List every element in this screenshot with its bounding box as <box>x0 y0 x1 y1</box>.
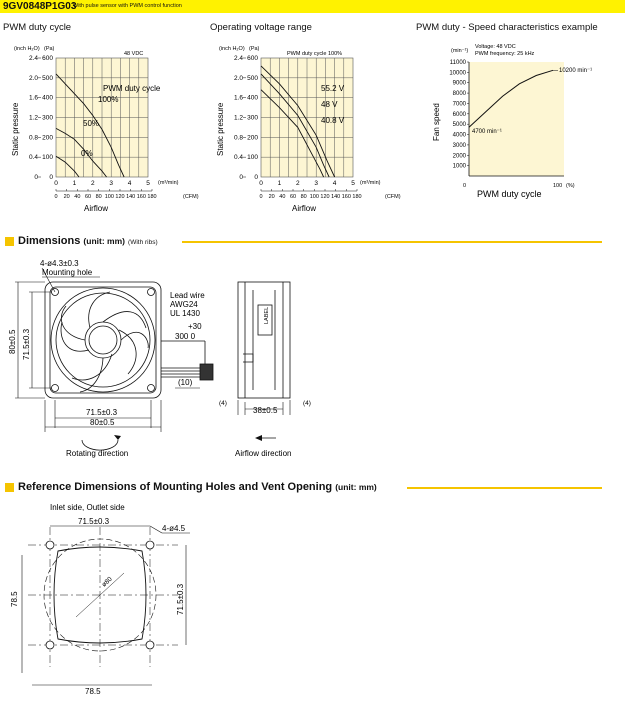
c2-xtick: 0 <box>259 180 263 187</box>
hole-label: 4-ø4.3±0.3 <box>40 259 79 268</box>
chart2-xticks-cfm <box>259 189 361 200</box>
chart2-xlabel: Airflow <box>292 204 317 213</box>
ref-hole-tr <box>146 541 154 549</box>
lead-length-top: +30 <box>188 322 202 331</box>
chart3-yticks <box>449 60 469 170</box>
c2-xtick: 2 <box>295 180 300 187</box>
chart2-yticks-inch <box>234 55 246 181</box>
c1-ytick-pa: 500 <box>42 74 53 82</box>
chart2-unit-m3: (m³/min) <box>360 180 381 186</box>
side-label-plate: LABEL <box>264 306 270 324</box>
c1-ytick-pa: 0 <box>49 174 53 181</box>
chart2-unit-cfm: (CFM) <box>385 194 401 200</box>
chart3-ytick: 11000 <box>449 60 466 66</box>
chart3-xtick-100: 100 <box>553 183 563 189</box>
model-subtitle: With pulse sensor with PWM control function <box>73 3 182 9</box>
dim-80-vertical: 80±0.5 <box>8 329 17 354</box>
mount-hole-tr <box>148 289 155 296</box>
mount-hole-br <box>148 385 155 392</box>
c1-xtick-cfm: 120 <box>115 194 125 200</box>
side-paren-4-left: (4) <box>219 400 227 407</box>
chart1-xticks <box>54 180 150 187</box>
chart3-svg <box>413 36 625 206</box>
chart1-svg <box>0 36 200 216</box>
chart1-yticks-inch <box>29 55 41 181</box>
chart3-ytick: 8000 <box>452 91 466 98</box>
c1-ytick-pa: 300 <box>42 114 53 122</box>
rotating-direction-label: Rotating direction <box>66 449 129 458</box>
ref-hole-br <box>146 641 154 649</box>
c2-ytick-pa: 300 <box>247 114 258 122</box>
airflow-arrowhead <box>255 435 262 441</box>
c2-xtick: 5 <box>351 180 355 187</box>
chart1-unit-inch: (inch H₂O) <box>14 46 40 52</box>
c1-xtick: 0 <box>54 180 58 187</box>
chart1-voltage: 48 VDC <box>124 51 144 57</box>
chart1-xticks-cfm <box>54 189 156 200</box>
lead-label-3: UL 1430 <box>170 309 200 318</box>
c1-xtick-cfm: 160 <box>136 194 146 200</box>
lead-label-2: AWG24 <box>170 300 198 309</box>
chart2-label-48: 48 V <box>321 100 338 109</box>
chart3-xlabel: PWM duty cycle <box>477 189 542 199</box>
chart2-title: Operating voltage range <box>210 22 312 33</box>
c2-xtick-cfm: 100 <box>309 194 319 200</box>
dim-80-horizontal: 80±0.5 <box>90 418 115 427</box>
reference-rule <box>407 487 602 489</box>
c2-xtick-cfm: 180 <box>352 194 362 200</box>
chart2-unit-inch: (inch H₂O) <box>219 46 245 52</box>
c2-ytick-inch: 0.8 <box>233 134 243 142</box>
chart3-ytick: 1000 <box>452 163 466 170</box>
c1-xtick-cfm: 60 <box>84 194 92 200</box>
c1-xtick: 1 <box>72 180 77 187</box>
c2-ytick-inch: 2.0 <box>233 74 243 82</box>
lead-wire <box>161 341 213 380</box>
side-paren-4-right: (4) <box>303 400 311 407</box>
c1-ytick-inch: 2.0 <box>28 74 38 82</box>
c2-ytick-pa: 500 <box>247 74 258 82</box>
dimensions-marker <box>5 237 14 246</box>
chart3-ytick: 5000 <box>452 122 466 129</box>
chart1-label-0: 0% <box>81 149 93 158</box>
c1-xtick: 5 <box>146 180 150 187</box>
dimensions-heading <box>18 235 158 247</box>
fan-front-view <box>45 282 161 398</box>
ref-hole-tl <box>46 541 54 549</box>
c2-xtick: 1 <box>277 180 282 187</box>
chart3-max-label: 10200 min⁻¹ <box>559 68 593 74</box>
chart1-label-100: 100% <box>98 95 119 104</box>
chart1-unit-pa: (Pa) <box>44 46 55 52</box>
chart1-label-pwm: PWM duty cycle <box>103 84 161 93</box>
c1-xtick-cfm: 20 <box>63 194 70 200</box>
chart1-xlabel: Airflow <box>84 204 109 213</box>
chart3-ytick: 4000 <box>452 132 466 139</box>
c2-ytick-inch: 2.4 <box>233 55 243 62</box>
dimensions-rule <box>182 241 602 243</box>
c2-ytick-pa: 200 <box>247 134 258 142</box>
c2-xtick-cfm: 140 <box>331 194 341 200</box>
chart2-label-552: 55.2 V <box>321 84 345 93</box>
rotation-arrowhead <box>114 435 121 440</box>
c2-xtick: 4 <box>332 180 337 187</box>
c2-xtick-cfm: 80 <box>300 194 307 200</box>
chart2-svg <box>205 36 410 216</box>
chart2-xticks <box>259 180 355 187</box>
chart3-ytick: 3000 <box>452 142 466 149</box>
c1-xtick-cfm: 180 <box>147 194 157 200</box>
chart1-yticks-pa <box>42 55 53 181</box>
c1-xtick-cfm: 100 <box>104 194 114 200</box>
c2-ytick-pa: 100 <box>247 154 258 162</box>
chart3-freq: PWM frequency: 25 kHz <box>475 51 535 57</box>
dim-715-vertical: 71.5±0.3 <box>22 328 31 360</box>
chart3-ytick: 10000 <box>449 70 466 77</box>
hole-label-2: Mounting hole <box>42 268 93 277</box>
chart1-ylabel: Static pressure <box>11 102 20 156</box>
chart1-grid <box>56 58 148 177</box>
c2-ytick-inch: 0.4 <box>233 154 243 162</box>
c2-xtick: 3 <box>314 180 319 187</box>
chart2-unit-pa: (Pa) <box>249 46 260 52</box>
side-dim-38: 38±0.5 <box>253 406 278 415</box>
c1-xtick-cfm: 0 <box>54 194 58 200</box>
chart1-unit-m3: (m³/min) <box>158 180 179 186</box>
chart2-label-408: 40.8 V <box>321 116 345 125</box>
c2-ytick-inch: 1.2 <box>233 114 243 122</box>
c1-ytick-inch: 1.6 <box>28 94 38 102</box>
reference-unit: (unit: mm) <box>335 482 377 492</box>
c2-xtick-cfm: 60 <box>289 194 297 200</box>
dimensions-title: Dimensions <box>18 235 81 247</box>
c1-xtick-cfm: 80 <box>95 194 102 200</box>
c1-ytick-inch: 0 <box>34 174 38 181</box>
ref-side-label: Inlet side, Outlet side <box>50 503 125 512</box>
chart3-ytick: 6000 <box>452 111 466 118</box>
c1-xtick-cfm: 40 <box>74 194 81 200</box>
c2-xtick-cfm: 20 <box>268 194 275 200</box>
c1-ytick-pa: 100 <box>42 154 53 162</box>
c1-xtick-cfm: 140 <box>126 194 136 200</box>
chart3-title: PWM duty - Speed characteristics example <box>416 22 598 33</box>
reference-marker <box>5 483 14 492</box>
lead-label-1: Lead wire <box>170 291 205 300</box>
ref-hole-bl <box>46 641 54 649</box>
chart1-unit-cfm: (CFM) <box>183 194 199 200</box>
chart3-plot-bg <box>469 62 564 176</box>
c1-ytick-pa: 200 <box>42 134 53 142</box>
c2-ytick-pa: 0 <box>254 174 258 181</box>
c2-xtick-cfm: 40 <box>279 194 286 200</box>
c1-ytick-inch: 0.8 <box>28 134 38 142</box>
ref-left-dim: 78.5 <box>10 591 19 607</box>
c1-ytick-inch: 2.4 <box>28 55 38 62</box>
dimensions-drawing <box>0 250 625 465</box>
chart1-title: PWM duty cycle <box>3 22 72 33</box>
c2-ytick-inch: 1.6 <box>233 94 243 102</box>
chart3-ytick: 9000 <box>452 80 466 87</box>
c2-ytick-pa: 600 <box>247 55 258 62</box>
ref-bottom-dim: 78.5 <box>85 687 101 696</box>
ref-top-dim: 71.5±0.3 <box>78 517 110 526</box>
chart3-xtick-0: 0 <box>463 183 467 189</box>
chart3-ylabel: Fan speed <box>432 103 441 141</box>
chart2-duty: PWM duty cycle 100% <box>287 51 343 57</box>
chart3-min-label: 4700 min⁻¹ <box>472 129 502 135</box>
chart2-yticks-pa <box>247 55 258 181</box>
c1-xtick: 3 <box>109 180 114 187</box>
chart3-ytick: 7000 <box>452 101 466 108</box>
chart3-unit: (min⁻¹) <box>451 48 469 54</box>
ref-right-dim: 71.5±0.3 <box>176 583 185 615</box>
chart3-xunit: (%) <box>566 183 575 189</box>
model-number: 9GV0848P1G03 <box>3 1 77 12</box>
dim-715-horizontal: 71.5±0.3 <box>86 408 118 417</box>
c1-ytick-inch: 1.2 <box>28 114 38 122</box>
lead-paren-10: (10) <box>178 378 193 387</box>
c1-xtick: 4 <box>127 180 132 187</box>
reference-drawing <box>0 495 240 713</box>
chart2-ylabel: Static pressure <box>216 102 225 156</box>
c1-xtick: 2 <box>90 180 95 187</box>
c2-ytick-pa: 400 <box>247 94 258 102</box>
c2-xtick-cfm: 120 <box>320 194 330 200</box>
c1-ytick-inch: 0.4 <box>28 154 38 162</box>
c1-ytick-pa: 400 <box>42 94 53 102</box>
ref-holes: 4-ø4.5 <box>162 524 186 533</box>
ref-diameter: ø80 <box>100 575 114 589</box>
reference-heading <box>18 481 377 493</box>
fan-side-view <box>238 282 290 398</box>
c2-ytick-inch: 0 <box>239 174 243 181</box>
dimensions-ribs: (With ribs) <box>128 239 158 246</box>
c2-xtick-cfm: 160 <box>341 194 351 200</box>
lead-length-bottom: 300 0 <box>175 332 196 341</box>
airflow-direction-label: Airflow direction <box>235 449 292 458</box>
chart1-label-50: 50% <box>83 119 100 128</box>
reference-title: Reference Dimensions of Mounting Holes and Vent Opening <box>18 481 333 493</box>
chart3-ytick: 2000 <box>452 153 466 160</box>
c1-ytick-pa: 600 <box>42 55 53 62</box>
dimensions-unit: (unit: mm) <box>83 236 125 246</box>
mount-hole-bl <box>52 385 59 392</box>
c2-xtick-cfm: 0 <box>259 194 263 200</box>
chart3-voltage: Voltage: 48 VDC <box>475 44 516 50</box>
